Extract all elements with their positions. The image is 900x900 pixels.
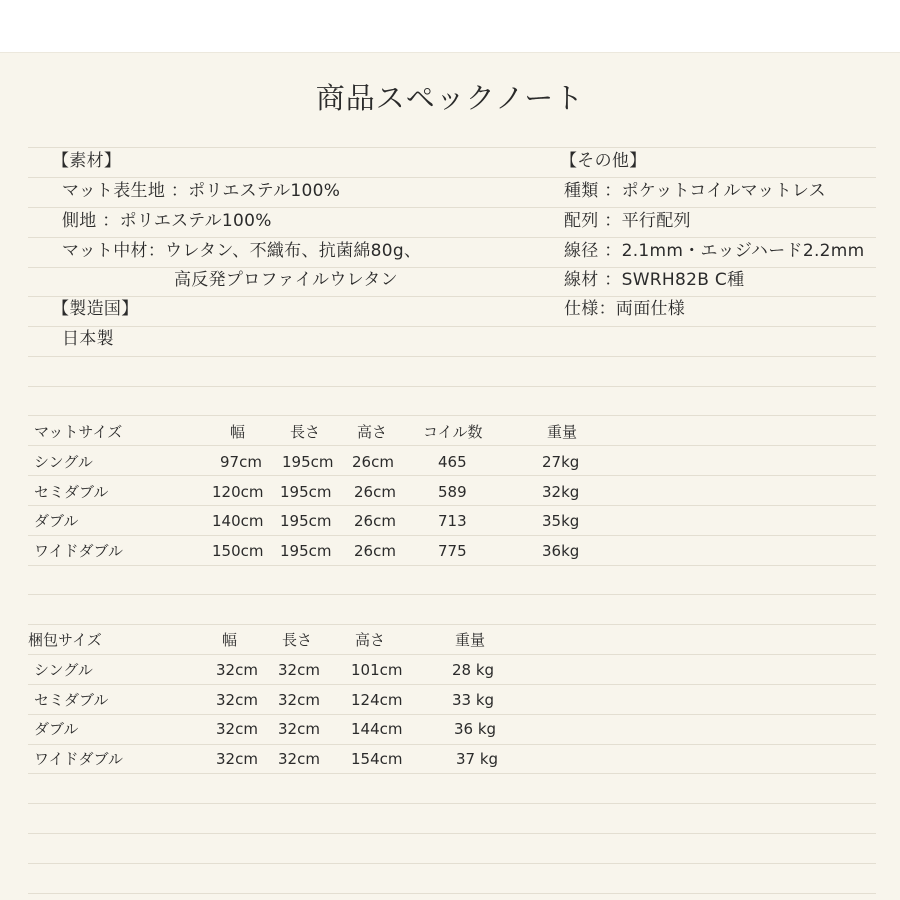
table-cell: 195cm xyxy=(280,483,332,501)
package-header-height: 高さ xyxy=(355,631,386,649)
package-header-size: 梱包サイズ xyxy=(28,631,102,649)
other-line: 配列 ：平行配列 xyxy=(564,211,691,231)
paper-top-edge xyxy=(0,52,900,53)
page-title: 商品スペックノート xyxy=(315,81,585,115)
table-cell: 32cm xyxy=(278,720,320,738)
table-cell: 27kg xyxy=(542,453,580,471)
origin-heading: 【製造国】 xyxy=(52,299,139,319)
table-cell: 26cm xyxy=(354,542,396,560)
ruled-line xyxy=(28,863,876,864)
ruled-line xyxy=(28,744,876,745)
table-cell: 144cm xyxy=(351,720,403,738)
package-header-width: 幅 xyxy=(222,631,238,649)
ruled-line xyxy=(28,773,876,774)
ruled-line xyxy=(28,386,876,387)
table-cell: セミダブル xyxy=(34,483,109,501)
materials-line: 側地 ：ポリエステル100% xyxy=(62,211,272,231)
table-cell: ダブル xyxy=(34,720,79,738)
table-cell: 36 kg xyxy=(454,720,497,738)
materials-line: 高反発プロファイルウレタン xyxy=(174,270,398,290)
materials-line: マット中材：ウレタン、不織布、抗菌綿80g、 xyxy=(62,241,422,261)
ruled-line xyxy=(28,207,876,208)
table-cell: ダブル xyxy=(34,512,79,530)
ruled-line xyxy=(28,803,876,804)
table-cell: 28 kg xyxy=(452,661,495,679)
other-line: 線材 ：SWRH82B C種 xyxy=(564,270,745,290)
table-cell: 195cm xyxy=(282,453,334,471)
table-cell: シングル xyxy=(34,661,93,679)
table-cell: 150cm xyxy=(212,542,264,560)
table-cell: 589 xyxy=(438,483,467,501)
table-cell: 465 xyxy=(438,453,467,471)
mattress-header-length: 長さ xyxy=(290,423,321,441)
table-cell: 713 xyxy=(438,512,467,530)
ruled-line xyxy=(28,594,876,595)
table-cell: 33 kg xyxy=(452,691,495,709)
other-line: 線径 ：2.1mm・エッジハード2.2mm xyxy=(564,241,865,261)
table-cell: 140cm xyxy=(212,512,264,530)
ruled-line xyxy=(28,565,876,566)
table-cell: 35kg xyxy=(542,512,580,530)
ruled-line xyxy=(28,445,876,446)
table-cell: 26cm xyxy=(354,512,396,530)
origin-value: 日本製 xyxy=(62,329,114,349)
ruled-line xyxy=(28,296,876,297)
table-cell: 32cm xyxy=(216,750,258,768)
table-cell: 124cm xyxy=(351,691,403,709)
ruled-line xyxy=(28,237,876,238)
other-line: 仕様：両面仕様 xyxy=(564,299,686,319)
ruled-line xyxy=(28,684,876,685)
table-cell: 36kg xyxy=(542,542,580,560)
mattress-header-coils: コイル数 xyxy=(423,423,483,441)
table-cell: 120cm xyxy=(212,483,264,501)
ruled-line xyxy=(28,177,876,178)
table-cell: 775 xyxy=(438,542,467,560)
ruled-line xyxy=(28,267,876,268)
materials-line: マット表生地 ：ポリエステル100% xyxy=(62,181,341,201)
table-cell: 26cm xyxy=(352,453,394,471)
table-cell: 32cm xyxy=(278,661,320,679)
ruled-line xyxy=(28,475,876,476)
ruled-line xyxy=(28,356,876,357)
table-cell: ワイドダブル xyxy=(34,750,123,768)
ruled-line xyxy=(28,326,876,327)
mattress-header-height: 高さ xyxy=(357,423,388,441)
table-cell: 32cm xyxy=(278,691,320,709)
ruled-line xyxy=(28,147,876,148)
other-line: 種類 ：ポケットコイルマットレス xyxy=(564,181,826,201)
table-cell: 32kg xyxy=(542,483,580,501)
table-cell: セミダブル xyxy=(34,691,109,709)
ruled-line xyxy=(28,654,876,655)
mattress-header-size: マットサイズ xyxy=(34,423,123,441)
table-cell: 37 kg xyxy=(456,750,499,768)
ruled-line xyxy=(28,535,876,536)
mattress-header-weight: 重量 xyxy=(547,423,578,441)
table-cell: ワイドダブル xyxy=(34,542,123,560)
ruled-line xyxy=(28,714,876,715)
package-header-weight: 重量 xyxy=(455,631,486,649)
table-cell: 26cm xyxy=(354,483,396,501)
ruled-line xyxy=(28,833,876,834)
materials-heading: 【素材】 xyxy=(52,151,122,171)
ruled-line xyxy=(28,624,876,625)
table-cell: 32cm xyxy=(216,720,258,738)
table-cell: 195cm xyxy=(280,542,332,560)
package-header-length: 長さ xyxy=(282,631,313,649)
table-cell: シングル xyxy=(34,453,93,471)
table-cell: 154cm xyxy=(351,750,403,768)
table-cell: 97cm xyxy=(220,453,262,471)
table-cell: 32cm xyxy=(216,661,258,679)
ruled-line xyxy=(28,893,876,894)
mattress-header-width: 幅 xyxy=(230,423,246,441)
table-cell: 195cm xyxy=(280,512,332,530)
table-cell: 32cm xyxy=(216,691,258,709)
ruled-line xyxy=(28,505,876,506)
table-cell: 101cm xyxy=(351,661,403,679)
other-heading: 【その他】 xyxy=(560,151,647,171)
table-cell: 32cm xyxy=(278,750,320,768)
ruled-line xyxy=(28,415,876,416)
